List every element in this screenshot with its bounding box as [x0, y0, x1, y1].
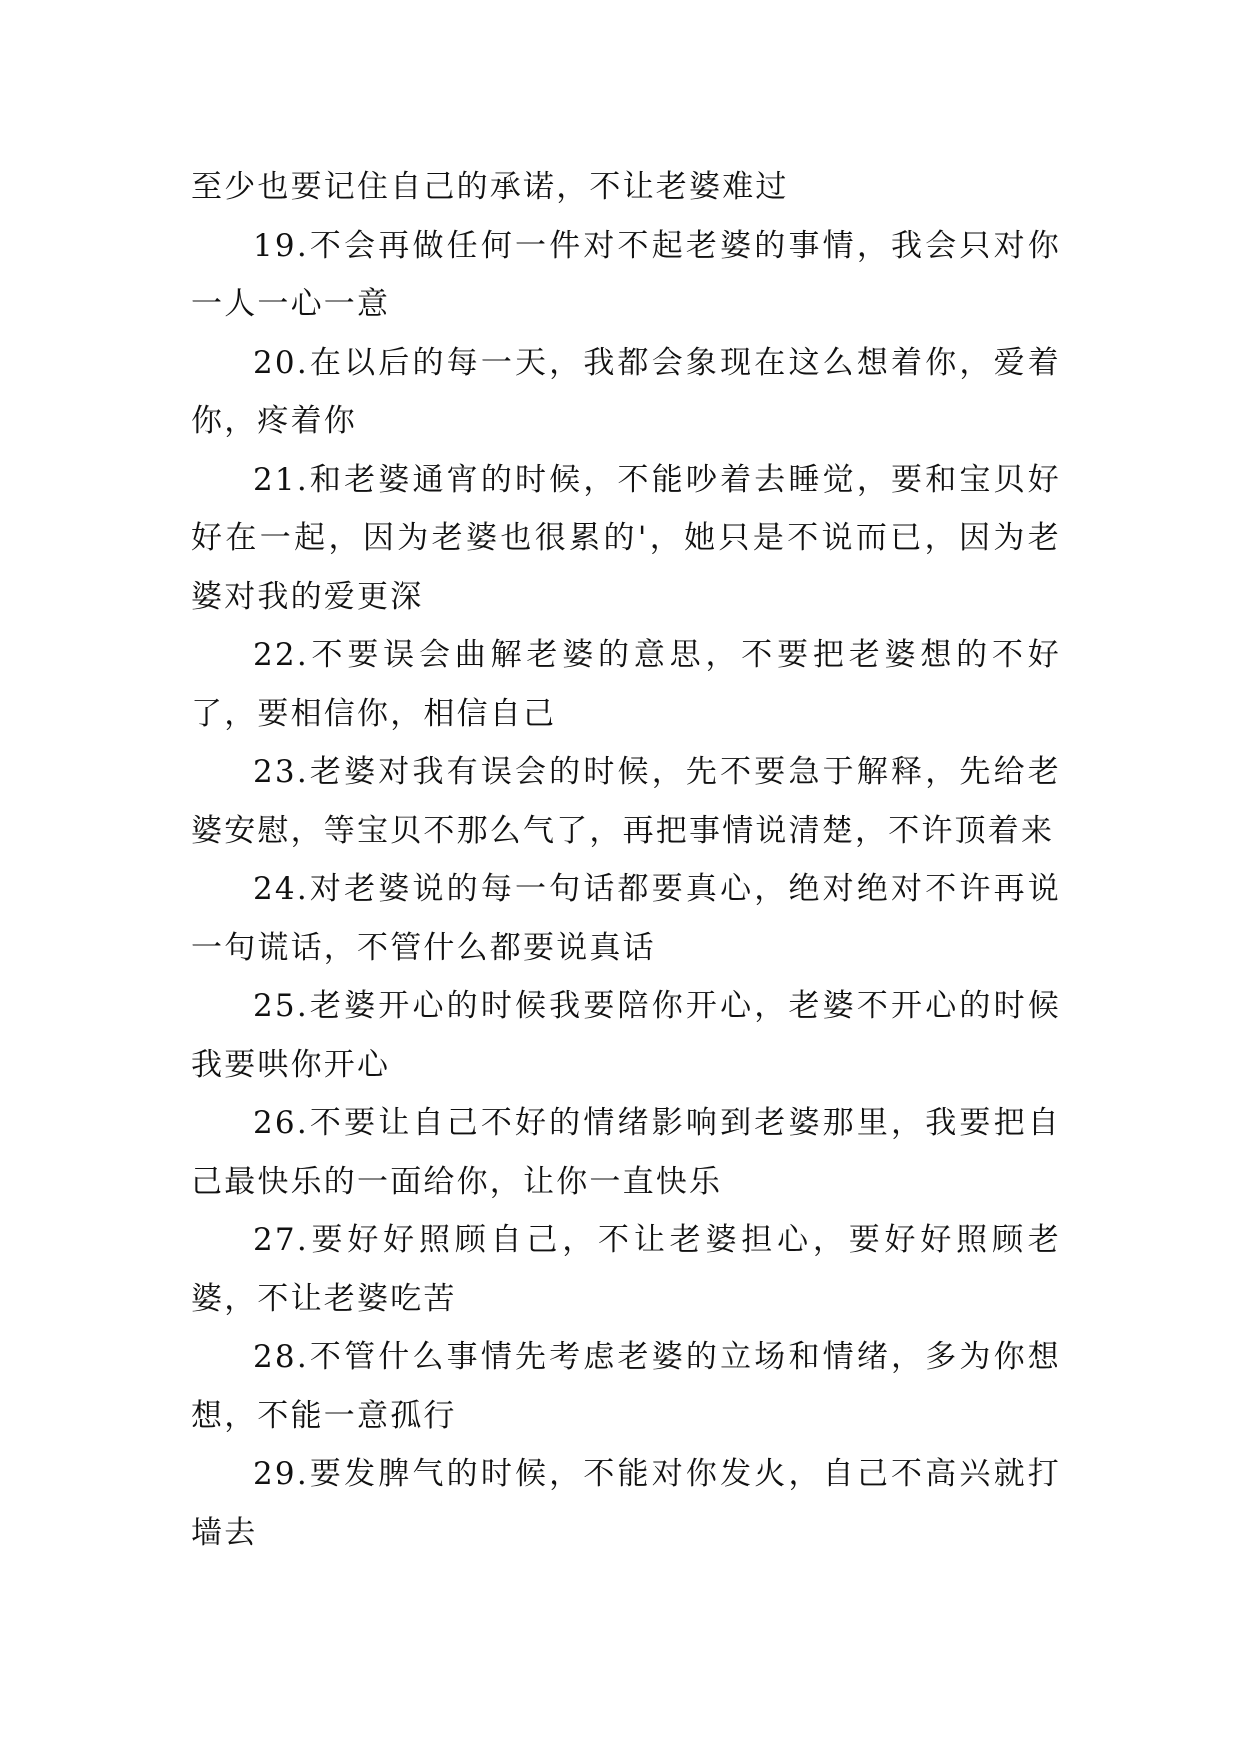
paragraph-item-28: 28.不管什么事情先考虑老婆的立场和情绪，多为你想想，不能一意孤行	[191, 1339, 1061, 1434]
paragraph-item-23: 23.老婆对我有误会的时候，先不要急于解释，先给老婆安慰，等宝贝不那么气了，再把事情说清楚，不许顶着来	[191, 754, 1061, 849]
paragraph-item-20: 20.在以后的每一天，我都会象现在这么想着你，爱着你，疼着你	[191, 344, 1061, 439]
paragraph-item-24: 24.对老婆说的每一句话都要真心，绝对绝对不许再说一句谎话，不管什么都要说真话	[191, 871, 1061, 966]
document-body	[191, 158, 1061, 1562]
paragraph-continuation: 至少也要记住自己的承诺，不让老婆难过	[191, 169, 789, 205]
paragraph-item-25: 25.老婆开心的时候我要陪你开心，老婆不开心的时候我要哄你开心	[191, 988, 1061, 1083]
paragraph-item-22: 22.不要误会曲解老婆的意思，不要把老婆想的不好了，要相信你，相信自己	[191, 637, 1061, 732]
paragraph-item-29: 29.要发脾气的时候，不能对你发火，自己不高兴就打墙去	[191, 1456, 1061, 1551]
paragraph-item-19: 19.不会再做任何一件对不起老婆的事情，我会只对你一人一心一意	[191, 227, 1061, 322]
paragraph-item-27: 27.要好好照顾自己，不让老婆担心，要好好照顾老婆，不让老婆吃苦	[191, 1222, 1061, 1317]
paragraph-item-21: 21.和老婆通宵的时候，不能吵着去睡觉，要和宝贝好好在一起，因为老婆也很累的'，她只是不说而已，因为老婆对我的爱更深	[191, 461, 1061, 615]
paragraph-item-26: 26.不要让自己不好的情绪影响到老婆那里，我要把自己最快乐的一面给你，让你一直快乐	[191, 1105, 1061, 1200]
